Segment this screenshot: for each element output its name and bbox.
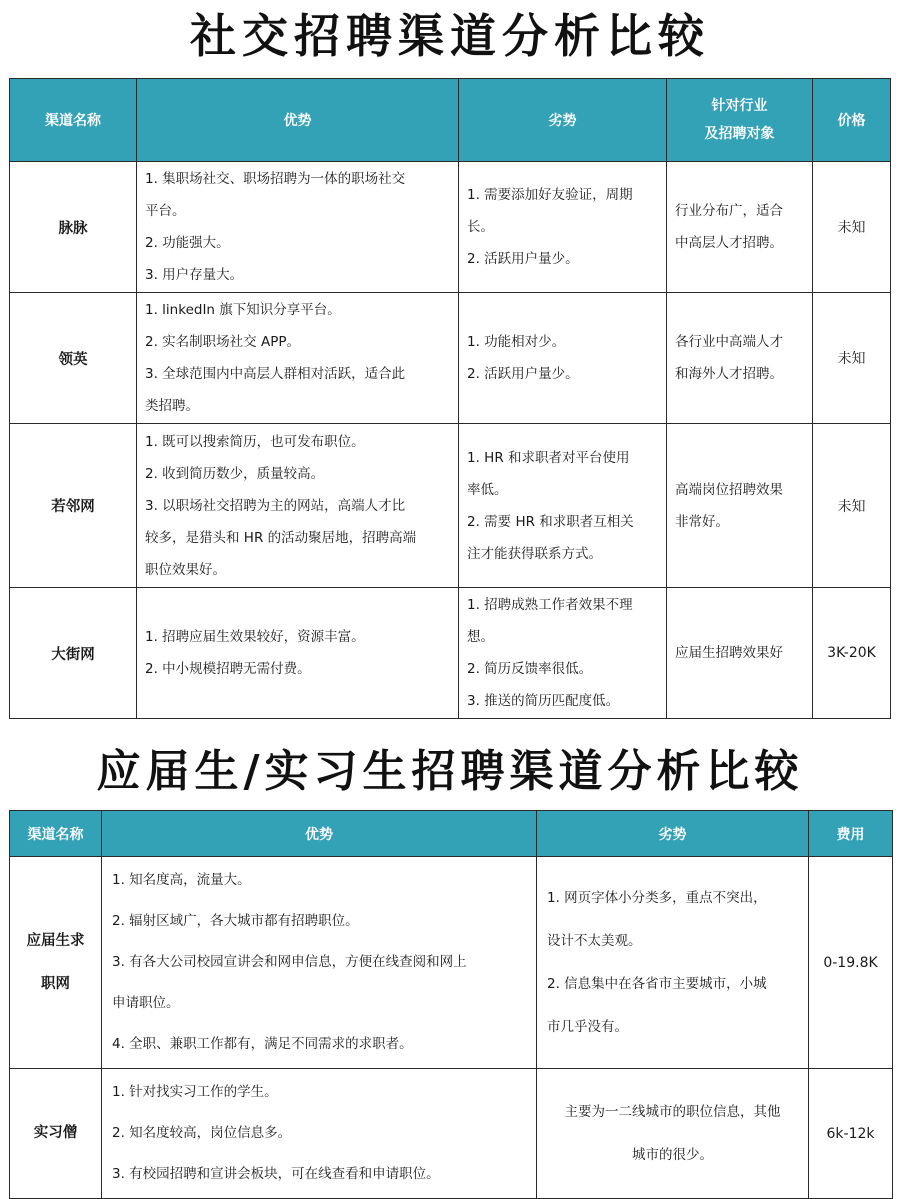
pros-cell (137, 293, 459, 424)
pros-line: 1. 针对找实习工作的学生。 (112, 1084, 278, 1100)
cons-line: 主要为一二线城市的职位信息，其他 (564, 1103, 781, 1120)
pros-line: 2. 中小规模招聘无需付费。 (145, 661, 311, 677)
channel-name: 脉脉 (10, 162, 137, 293)
target-line: 应届生招聘效果好 (675, 645, 783, 661)
header-target-line: 及招聘对象 (704, 126, 775, 142)
cons-cell (537, 857, 809, 1069)
cons-cell (459, 424, 667, 588)
target-cell (667, 293, 813, 424)
cons-line: 率低。 (467, 481, 508, 498)
table-row (10, 588, 891, 719)
channel-name-line: 职网 (41, 975, 70, 992)
cons-line: 市几乎没有。 (547, 1018, 628, 1035)
channel-name (10, 1069, 102, 1199)
cons-cell (459, 162, 667, 293)
cons-line: 2. 简历反馈率很低。 (467, 661, 593, 677)
cons-line: 1. HR 和求职者对平台使用 (467, 449, 630, 466)
header-price: 价格 (813, 79, 891, 162)
pros-line: 2. 知名度较高，岗位信息多。 (112, 1125, 292, 1141)
price-cell: 未知 (813, 293, 891, 424)
channel-name: 领英 (10, 293, 137, 424)
target-cell (667, 424, 813, 588)
table-row (10, 424, 891, 588)
table-row (10, 162, 891, 293)
cons-line: 长。 (467, 219, 494, 235)
header-target (667, 79, 813, 162)
pros-line: 3. 全球范围内中高层人群相对活跃，适合此 (145, 366, 406, 382)
header-channel: 渠道名称 (10, 79, 137, 162)
pros-line: 3. 有校园招聘和宣讲会板块，可在线查看和申请职位。 (112, 1166, 440, 1182)
target-line: 高端岗位招聘效果 (675, 481, 783, 498)
pros-line: 2. 收到简历数少，质量较高。 (145, 465, 325, 482)
price-cell: 未知 (813, 424, 891, 588)
pros-line: 3. 以职场社交招聘为主的网站，高端人才比 (145, 497, 406, 514)
pros-line: 职位效果好。 (145, 561, 226, 578)
fee-cell: 0-19.8K (809, 857, 893, 1069)
channel-name-line: 实习僧 (33, 1125, 78, 1141)
social-recruitment-table (9, 78, 891, 719)
cons-line: 1. 网页字体小分类多，重点不突出， (547, 889, 767, 906)
table-row (10, 1069, 893, 1199)
table-row (10, 857, 893, 1069)
cons-line: 注才能获得联系方式。 (467, 545, 602, 562)
pros-line: 1. 既可以搜索简历，也可发布职位。 (145, 433, 365, 450)
pros-cell (102, 857, 537, 1069)
pros-cell (137, 588, 459, 719)
target-cell (667, 588, 813, 719)
cons-line: 1. 功能相对少。 (467, 334, 566, 350)
pros-line: 1. 集职场社交、职场招聘为一体的职场社交 (145, 171, 406, 187)
target-cell (667, 162, 813, 293)
price-cell: 3K-20K (813, 588, 891, 719)
section-title: 应届生/实习生招聘渠道分析比较 (96, 746, 804, 797)
pros-line: 3. 用户存量大。 (145, 267, 244, 283)
cons-line: 1. 招聘成熟工作者效果不理 (467, 597, 633, 613)
channel-name (10, 857, 102, 1069)
cons-line: 城市的很少。 (632, 1146, 713, 1163)
target-line: 行业分布广，适合 (675, 203, 783, 219)
channel-name: 若邻网 (10, 424, 137, 588)
header-pros: 优势 (137, 79, 459, 162)
pros-line: 较多，是猎头和 HR 的活动聚居地，招聘高端 (145, 529, 417, 546)
pros-cell (137, 162, 459, 293)
cons-line: 1. 需要添加好友验证，周期 (467, 187, 633, 203)
fee-cell: 6k-12k (809, 1069, 893, 1199)
pros-cell (102, 1069, 537, 1199)
header-pros: 优势 (102, 811, 537, 857)
cons-cell (537, 1069, 809, 1199)
pros-line: 平台。 (145, 203, 186, 219)
header-channel: 渠道名称 (10, 811, 102, 857)
target-line: 和海外人才招聘。 (675, 366, 783, 382)
pros-line: 类招聘。 (145, 398, 199, 414)
cons-line: 2. 信息集中在各省市主要城市，小城 (547, 975, 767, 992)
cons-line: 设计不太美观。 (547, 932, 642, 949)
cons-cell (459, 293, 667, 424)
cons-line: 想。 (467, 629, 494, 645)
cons-line: 3. 推送的简历匹配度低。 (467, 693, 620, 709)
channel-name-line: 应届生求 (26, 932, 85, 949)
pros-cell (137, 424, 459, 588)
pros-line: 2. 辐射区域广，各大城市都有招聘职位。 (112, 913, 359, 929)
table-header-row (10, 79, 891, 162)
pros-line: 1. 招聘应届生效果较好，资源丰富。 (145, 629, 365, 645)
page-title: 社交招聘渠道分析比较 (190, 9, 710, 63)
target-line: 各行业中高端人才 (675, 334, 783, 350)
table-row (10, 293, 891, 424)
pros-line: 1. 知名度高，流量大。 (112, 872, 251, 888)
table-header-row (10, 811, 893, 857)
graduate-recruitment-table (9, 810, 893, 1199)
pros-line: 4. 全职、兼职工作都有，满足不同需求的求职者。 (112, 1036, 413, 1052)
pros-line: 1. linkedIn 旗下知识分享平台。 (145, 302, 341, 318)
cons-line: 2. 需要 HR 和求职者互相关 (467, 513, 634, 530)
pros-line: 申请职位。 (112, 995, 180, 1011)
target-line: 非常好。 (675, 513, 729, 530)
header-cons: 劣势 (459, 79, 667, 162)
header-fee: 费用 (809, 811, 893, 857)
cons-line: 2. 活跃用户量少。 (467, 251, 579, 267)
pros-line: 2. 实名制职场社交 APP。 (145, 334, 300, 350)
header-target-line: 针对行业 (711, 98, 768, 114)
cons-line: 2. 活跃用户量少。 (467, 366, 579, 382)
header-cons: 劣势 (537, 811, 809, 857)
target-line: 中高层人才招聘。 (675, 235, 783, 251)
pros-line: 3. 有各大公司校园宣讲会和网申信息，方便在线查阅和网上 (112, 954, 467, 970)
cons-cell (459, 588, 667, 719)
channel-name: 大街网 (10, 588, 137, 719)
price-cell: 未知 (813, 162, 891, 293)
pros-line: 2. 功能强大。 (145, 235, 230, 251)
